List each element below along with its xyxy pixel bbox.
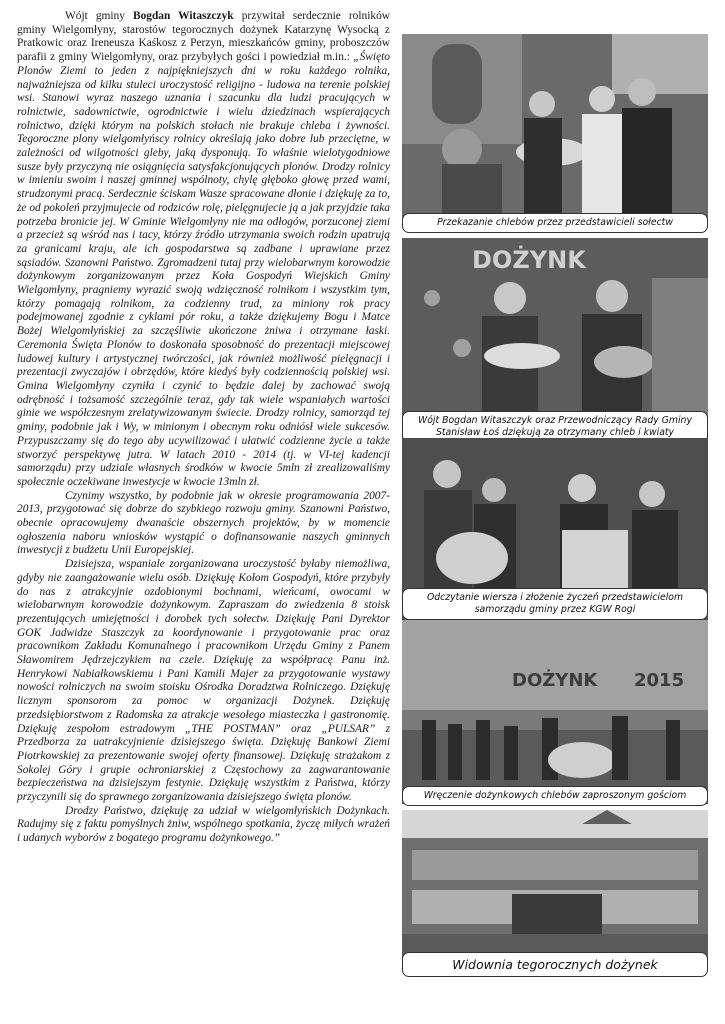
photo-caption-5: Widownia tegorocznych dożynek [402,952,708,977]
article-text [17,10,390,846]
banner-text: DOŻYNK [472,246,586,274]
banner-text: DOŻYNK [512,670,598,691]
photo-caption-2: Wójt Bogdan Witaszczyk oraz Przewodniczący Rady Gminy Stanisław Łoś dziękują za otrzymany chleb i kwiaty [402,411,708,443]
photo-caption-3: Odczytanie wiersza i złożenie życzeń przedstawicielom samorządu gminy przez KGW Rogi [402,588,708,620]
photo-audience [402,810,708,964]
photo-thanks [402,238,708,438]
speech-quote: „Święto Plonów Ziemi to jeden z najpiękniejszych dni w roku każdego rolnika, najważniejsza od kilku stuleci uroczystość religijno - ludowa na terenie polskiej wsi. Stanowi wyraz naszego uznania i szacunku dla ludzi pracujących w rolnictwie, sadownictwie, ogrodnictwie i wielu dziedzinach wspierających rolnictwo, dzięki którym na polskich stołach nie brakuje chleba i żywności. Tegoroczne plony wielgomłyńscy rolnicy określają jako dobre lub przeciętne, w zależności od wilgotności gleby, jaką dysponują. To właśnie wielotygodniowe susze były przyczyną nie osiągnięcia satysfakcjonujących plonów. Drodzy rolnicy w imieniu swoim i naszej gminnej wspólnoty, chylę głęboko głowę przed wami, strudzonymi pracą. Serdecznie ściskam Wasze spracowane dłonie i dziękuję za to, że od pokoleń przyjmujecie od rodziców rolę, pielęgnujecie ją a jak przyjdzie taka potrzeba bronicie jej. W Gminie Wielgomłyny nie ma odłogów, porzuconej ziemi a przecież są wśród nas i tacy, którzy źródło utrzymania swoich rodzin upatrują za granicami kraju, ale ich gospodarstwa są zadbane i uprawiane przez sąsiadów. Szanowni Państwo. Zgromadzeni tutaj przy wielobarwnym korowodzie dożynkowym zorganizowanym przez Koła Gospodyń Wiejskich Gminy Wielgomłyny, pragniemy wyrazić swoją wdzięczność rolnikom i wszystkim tym, którzy pomagają rolnikom, za codzienny trud, za miniony rok pracy podejmowanej zgodnie z cyklami pór roku, a także dziękujemy Bogu i Matce Bożej Wielgomłyńskiej za szczęśliwie ukończone żniwa i otrzymane łaski. Ceremonia Święta Plonów to doskonała sposobność do prezentacji miejscowej ludowej kultury i artystycznej twórczości, jak również możliwość pielęgnacji i prezentacji zwyczajów i obrzędów, które kiedyś były codziennością polskiej wsi. Gmina Wielgomłyny czyniła i czynić to będzie dalej by zachować swoją odrębność i tożsamość szczególnie teraz, gdy tak wiele wspaniałych wartości ginie we współczesnym zrelatywizowanym świecie. Drodzy rolnicy, samorząd tej gminy, podobnie jak i Wy, w minionym i obecnym roku odniósł wiele sukcesów. Przypuszczamy się do tego aby ucywilizować i ułatwić codzienne życie a także stworzyć perspektywę jutra. W latach 2010 - 2014 (tj. w VI-tej kadencji samorządu) przy udziale własnych środków w kwocie 5mln zł zrealizowaliśmy społecznie oczekiwane inwestycje w kwocie 13mln zł. [17,51,390,488]
photo-caption-1: Przekazanie chlebów przez przedstawicieli sołectw [402,213,708,233]
greeting-text: przywitał serdecznie rolników gminy Wielgomłyny, starostów tegorocznych dożynek Katarzynę Wysocką z Pratkowic oraz Ireneusza Kaśkosz z Perzyn, mieszkańców gminy, proboszczów parafii z gminy Wielgomłyny, oraz przybyłych gości i powiedział m.in.: [17,10,390,64]
photo-bread-to-guests-image [402,620,708,804]
photo-audience-image [402,810,708,964]
photo-thanks-image [402,238,708,438]
article-paragraph-3: Dzisiejsza, wspaniale zorganizowana uroczystość byłaby niemożliwa, gdyby nie zaangażowanie wielu osób. Dziękuję Kołom Gospodyń, które przybyły do nas z atrakcyjnie ozdobionymi bochnami, wieńcami, owocami w wielobarwnym korowodzie dożynkowym. Zapraszam do zwiedzenia 8 stoisk prezentujących umiejętności i dorobek tych sołectw. Dziękuję Pani Dyrektor GOK Jadwidze Staszczyk za koordynowanie i przygotowanie prac oraz pracownikom Zakładu Komunalnego i pracownikom Urzędu Gminy z Panem Sławomirem Jędrzejczykiem na czele. Dziękuję za współpracę Panu inż. Henrykowi Nabiałkowskiemu i Pani Kamili Majer za przygotowanie wystawy nowości rolniczych na swoim stoisku Ośrodka Doradztwa Rolniczego. Dziękuję licznym sponsorom za pomoc w organizacji Dożynek. Dziękuję przedsiębiorstwom z Radomska za atrakcje wesołego miasteczka i gastronomię. Dziękuję zespołom estradowym „THE POSTMAN” oraz „PULSAR” z Przedborza za uatrakcyjnienie dzisiejszego święta. Dziękuję Bankowi Ziemi Piotrkowskiej za prezentowanie swojej oferty finansowej. Dziękuję strażakom z Sokolej Góry i grupie ochroniarskiej z Częstochowy za zagwarantowanie bezpieczeństwa na dzisiejszym festynie. Dziękuję wszystkim z Państwa, którzy przyczynili się do sprawnego zorganizowania dzisiejszego święta plonów. [17,558,390,804]
banner-year: 2015 [634,670,685,691]
article-paragraph-4: Drodzy Państwo, dziękuję za udział w wielgomłyńskich Dożynkach. Radujmy się z faktu pomyślnych żniw, wspólnego spotkania, życzę miłych wrażeń i udanych wyborów z bogatego programu dożynkowego.” [17,804,390,845]
intro-text: Wójt gminy [65,10,133,22]
article-paragraph-2: Czynimy wszystko, by podobnie jak w okresie programowania 2007-2013, przygotować się dobrze do szybkiego rozwoju gminy. Szanowni Państwo, obecnie opracowujemy dwanaście obszernych projektów, by w momencie ogłoszenia naboru wniosków wystąpić o dofinansowanie naszych gminnych inwestycji z budżetu Unii Europejskiej. [17,489,390,557]
article-paragraph-1 [17,10,390,490]
photo-caption-4: Wręczenie dożynkowych chlebów zaproszonym gościom [402,786,708,806]
mayor-name: Bogdan Witaszczyk [132,10,234,22]
photo-bread-to-guests [402,620,708,804]
photo-bread-handover-image [402,34,708,226]
photo-bread-handover [402,34,708,226]
